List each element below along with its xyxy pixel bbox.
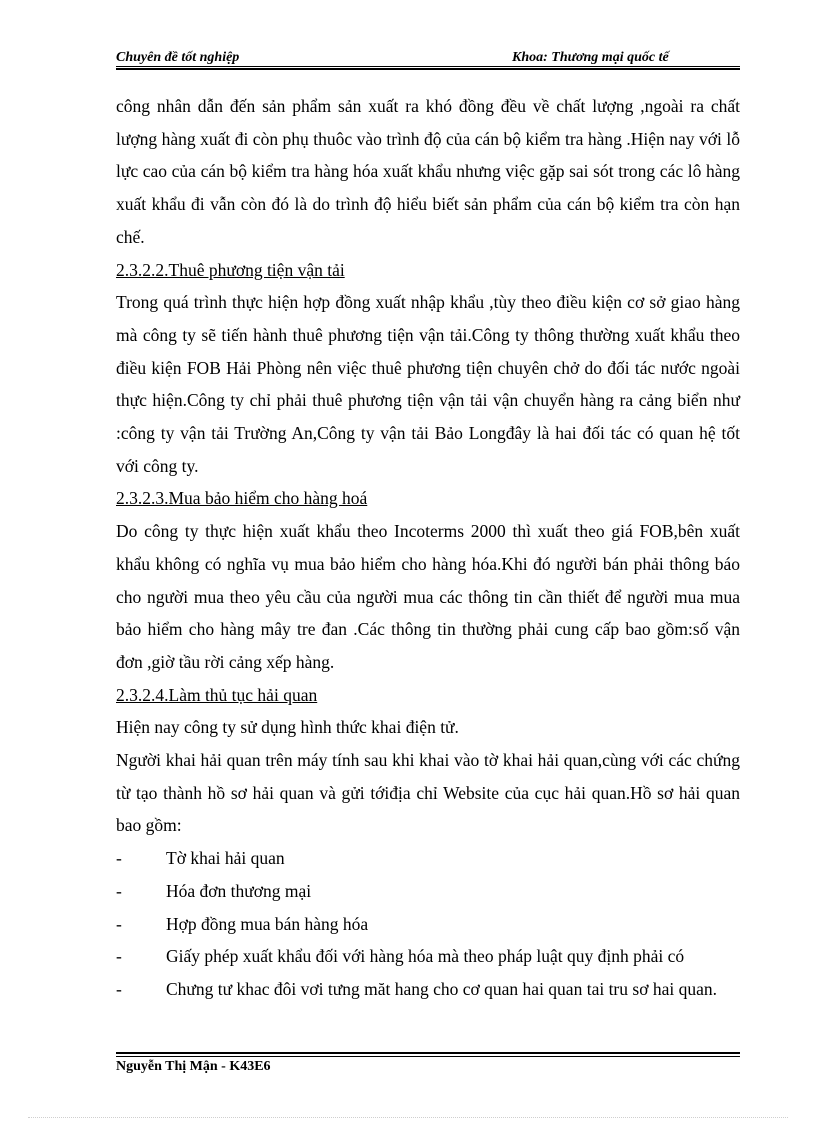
list-item-text: Hợp đồng mua bán hàng hóa [166,913,369,934]
header-faculty: Khoa: Thương mại quốc tế [512,50,669,65]
paragraph-transport: Trong quá trình thực hiện hợp đồng xuất nhập khẩu ,tùy theo điều kiện cơ sở giao hàng mà công ty sẽ tiến hành thuê phương tiện vận tải.Công ty thông thường xuất khẩu theo điều kiện FOB Hải Phòng nên việc thuê phương tiện chuyên chở do đối tác nước ngoài thực hiện.Công ty chỉ phải thuê phương tiện vận tải vận chuyển hàng ra cảng biển như :công ty vận tải Trường An,Công ty vận tải Bảo Longđây là hai đối tác có quan hệ tốt với công ty. [116,292,740,476]
paragraph-customs-dossier: Người khai hải quan trên máy tính sau khi khai vào tờ khai hải quan,cùng với các chứng từ tạo thành hồ sơ hải quan và gửi tớiđịa chỉ Website của cục hải quan.Hồ sơ hải quan bao gồm: [116,750,740,836]
header-title: Chuyên đề tốt nghiệp [116,50,240,65]
page-bottom-border [28,1117,788,1118]
list-item-text: Giấy phép xuất khẩu đối với hàng hóa mà theo pháp luật quy định phải có [166,946,685,967]
list-item [116,842,740,875]
list-bullet: - [116,978,122,999]
list-item [116,973,740,1006]
document-body [116,90,740,1006]
footer-rule-thick [116,1052,740,1054]
list-bullet: - [116,913,122,934]
list-item [116,908,740,941]
footer-author: Nguyễn Thị Mận - K43E6 [116,1059,271,1074]
header-rule [116,66,740,67]
paragraph-customs-method: Hiện nay công ty sử dụng hình thức khai điện tử. [116,717,459,738]
paragraph-insurance: Do công ty thực hiện xuất khẩu theo Incoterms 2000 thì xuất theo giá FOB,bên xuất khẩu không có nghĩa vụ mua bảo hiểm cho hàng hóa.Khi đó người bán phải thông báo cho người mua theo yêu cầu của người mua các thông tin cần thiết để người mua mua bảo hiểm cho hàng mây tre đan .Các thông tin thường phải cung cấp bao gồm:số vận đơn ,giờ tầu rời cảng xếp hàng. [116,521,740,672]
section-heading-transport: 2.3.2.2.Thuê phương tiện vận tải [116,259,345,280]
section-heading-customs: 2.3.2.4.Làm thủ tục hải quan [116,684,318,705]
page-header [116,48,740,68]
list-item-text: Hóa đơn thương mại [166,880,312,901]
list-item [116,875,740,908]
list-bullet: - [116,848,122,869]
list-item-text: Chưng tư khac đôi vơi tưng măt hang cho cơ quan hai quan tai tru sơ hai quan. [166,978,717,999]
header-rule-thick [116,68,740,70]
list-bullet: - [116,880,122,901]
list-item-text: Tờ khai hải quan [166,848,285,869]
list-item [116,940,740,973]
paragraph-quality: công nhân dẫn đến sản phẩm sản xuất ra khó đồng đều về chất lượng ,ngoài ra chất lượng hàng xuất đi còn phụ thuôc vào trình độ của cán bộ kiểm tra hàng .Hiện nay với lỗ lực cao của cán bộ kiểm tra hàng hóa xuất khẩu nhưng việc gặp sai sót trong các lô hàng xuất khẩu đi vẫn còn đó là do trình độ hiểu biết sản phẩm của cán bộ kiểm tra còn hạn chế. [116,96,740,247]
section-heading-insurance: 2.3.2.3.Mua bảo hiểm cho hàng hoá [116,488,368,509]
list-bullet: - [116,946,122,967]
footer-rule [116,1056,740,1057]
